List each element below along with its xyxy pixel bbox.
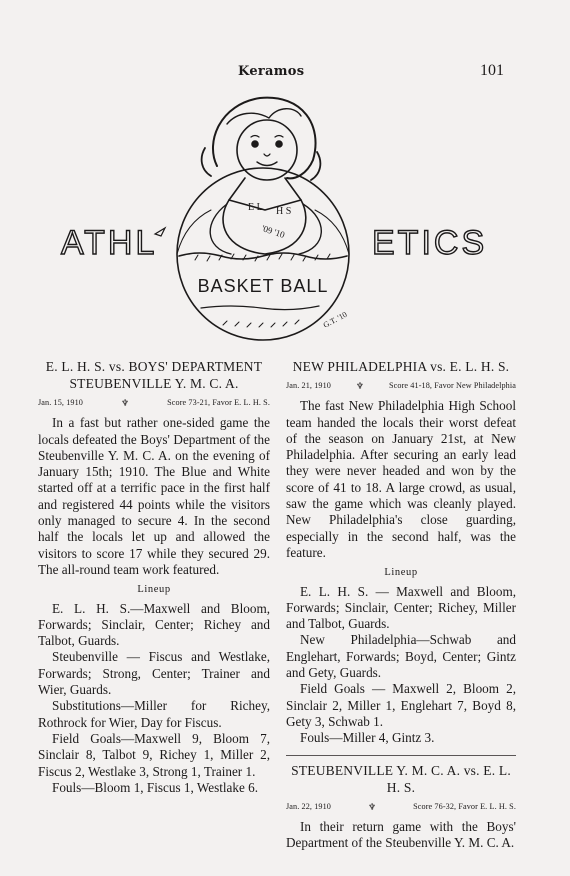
game-score: Score 41-18, Favor New Philadelphia — [389, 381, 516, 390]
left-column — [38, 358, 270, 796]
lineup-home: E. L. H. S.—Maxwell and Bloom, Forwards; Sinclair, Center; Richey and Talbot, Guards. — [38, 600, 270, 649]
game-meta — [286, 799, 516, 815]
game-headline: E. L. H. S. vs. BOYS' DEPARTMENT — [45, 359, 263, 374]
lineup-home: E. L. H. S. — Maxwell and Bloom, Forwards; Sinclair, Center; Richey, Miller and Talbot, Guards. — [286, 583, 516, 632]
field-goals: Field Goals — Maxwell 2, Bloom 2, Sinclair 2, Miller 1, Englehart 7, Boyd 8, Gety 3, Schwab 1. — [286, 681, 516, 729]
trident-icon: ♆ — [355, 381, 365, 391]
game-date: Jan. 15, 1910 — [38, 398, 83, 407]
lineup-visitor: New Philadelphia—Schwab and Englehart, Forwards; Boyd, Center; Gintz and Gety, Guards. — [286, 632, 516, 681]
page-number: 101 — [480, 62, 504, 79]
game-date: Jan. 21, 1910 — [286, 381, 331, 390]
game-headline: NEW PHILADELPHIA vs. E. L. H. S. — [292, 359, 510, 374]
game-score: Score 76-32, Favor E. L. H. S. — [413, 801, 516, 811]
trident-icon: ♆ — [120, 398, 130, 408]
page-header — [0, 63, 570, 83]
running-title: Keramos — [238, 64, 305, 79]
shirt-letters-hs: H S — [276, 206, 292, 217]
field-goals: Field Goals—Maxwell 9, Bloom 7, Sinclair 8, Talbot 9, Richey 1, Miller 2, Fiscus 2, Westlake 3, Strong 1, Trainer 1. — [38, 730, 270, 779]
game-report: In their return game with the Boys' Department of the Steubenville Y. M. C. A. — [286, 818, 516, 851]
title-word-right: ETICS — [372, 224, 488, 262]
lineup-heading: Lineup — [384, 567, 418, 579]
artist-signature: G.T. '10 — [321, 309, 349, 330]
trident-icon: ♆ — [367, 801, 377, 812]
lineup-visitor: Steubenville — Fiscus and Westlake, Forwards; Strong, Center; Trainer and Wier, Guards. — [38, 649, 270, 698]
substitutions: Substitutions—Miller for Richey, Rothrock for Wier, Day for Fiscus. — [38, 698, 270, 730]
title-word-left: ATHL — [61, 224, 158, 262]
lineup-heading: Lineup — [137, 584, 171, 596]
game-report: The fast New Philadelphia High School team handed the locals their worst defeat of the season on January 21st, at New Philadelphia. After securing an early lead they were never headed and won by the score of 41 to 18. A large crowd, as usual, saw the game which was cleanly played. New Philadelphia's close guarding, especially in the second half, was the feature. — [286, 398, 516, 560]
game-headline: STEUBENVILLE Y. M. C. A. — [69, 376, 239, 391]
game-meta — [38, 395, 270, 411]
right-column — [286, 358, 516, 851]
game-headline: STEUBENVILLE Y. M. C. A. vs. E. L. H. S. — [291, 762, 511, 795]
game-score: Score 73-21, Favor E. L. H. S. — [167, 398, 270, 407]
game-meta — [286, 378, 516, 394]
athletics-illustration — [55, 82, 495, 352]
girl-figure — [213, 98, 316, 179]
fouls: Fouls—Bloom 1, Fiscus 1, Westlake 6. — [52, 779, 259, 795]
basketball-caption: BASKET BALL — [197, 276, 329, 296]
fouls: Fouls—Miller 4, Gintz 3. — [300, 730, 435, 746]
game-report: In a fast but rather one-sided game the locals defeated the Boys' Department of the Steubenville Y. M. C. A. on the evening of January 15th; 1910. The Blue and White started off at a terrific pace in the first half and registered 44 points while the visitors only managed to secure 4. In the second half the locals let up and allowed the visitors to score 17 while they secured 29. The all-round team work featured. — [38, 415, 270, 577]
section-divider — [286, 755, 516, 756]
game-date: Jan. 22, 1910 — [286, 801, 331, 811]
shirt-letters-el: E L — [248, 202, 263, 213]
shirt-year: '09 '10 — [260, 223, 287, 240]
